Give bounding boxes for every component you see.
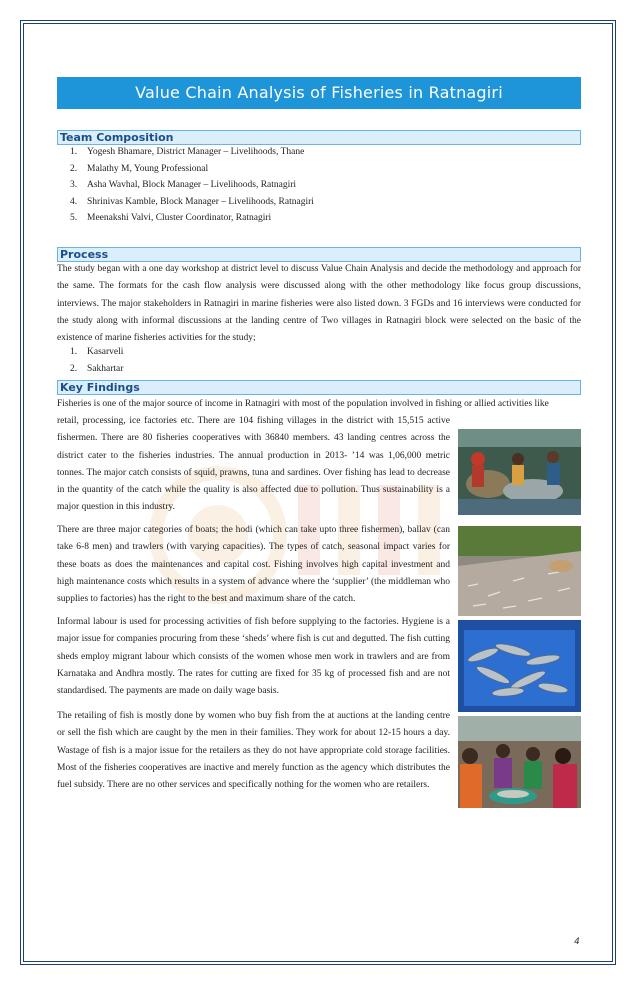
section-heading-findings: Key Findings (57, 380, 581, 395)
findings-paragraph-2: There are three major categories of boats; the hodi (which can take upto three fishermen), ballav (can take 6-8 men) and trawlers (with varying capacities). The types of catch, seasonal impact varies for these boats as does the maintenances and capital cost. Fishing involves high capital investment and high maintenance costs which results in a system of advance where the ‘supplier’ (the middleman who supplies to factories) has the right to the best and maximum share of the catch. (57, 525, 450, 605)
section-heading-team: Team Composition (57, 130, 581, 145)
page-title: Value Chain Analysis of Fisheries in Ratnagiri (57, 77, 581, 109)
team-list (70, 144, 314, 227)
list-item: 2. Sakhartar (70, 363, 124, 374)
list-item: 2. Malathy M, Young Professional (70, 163, 209, 174)
findings-paragraph-1: retail, processing, ice factories etc. There are 104 fishing villages in the district with 15,515 active fishermen. There are 80 fisheries cooperatives with 36840 members. 43 landing centres across the district cater to the fisheries industries. The annual production in 2013- ’14 was 1,06,000 metric tonnes. The major catch consists of squid, prawns, tuna and sardines. Over fishing has lead to decrease in the quantity of the catch while the quality is also affected due to pollution. Thus sustainability is a major question in this industry. (57, 416, 450, 513)
list-item: 3. Asha Wavhal, Block Manager – Livelihoods, Ratnagiri (70, 180, 297, 191)
fish-drying-shore-photo (458, 526, 581, 616)
list-item: 5. Meenakshi Valvi, Cluster Coordinator, Ratnagiri (70, 213, 272, 224)
list-item: 4. Shrinivas Kamble, Block Manager – Livelihoods, Ratnagiri (70, 196, 314, 207)
fishermen-landing-photo (458, 429, 581, 515)
list-item: 1. Yogesh Bhamare, District Manager – Livelihoods, Thane (70, 147, 305, 157)
village-list (70, 344, 123, 377)
section-heading-process: Process (57, 247, 581, 262)
findings-paragraph-4: The retailing of fish is mostly done by women who buy fish from the at auctions at the landing centre or sell the fish which are caught by the men in their families. They work for about 12-15 hours a day. Wastage of fish is a major issue for the retailers as they do not have appropriate cold storage facilities. Most of the fisheries cooperatives are inactive and merely function as the agency which distributes the fuel subsidy. There are no other services and specifically nothing for the women who are retailers. (57, 711, 450, 791)
list-item: 1. Kasarveli (70, 347, 124, 357)
page-number: 4 (574, 937, 580, 947)
process-paragraph: The study began with a one day workshop at district level to discuss Value Chain Analysis and decide the methodology and approach for the same. The formats for the cash flow analysis were discussed along with the other methodology like focus group discussions, interviews. The major stakeholders in Ratnagiri in marine fisheries were also listed down. 3 FGDs and 16 interviews were conducted for the study along with informal discussions at the landing centre of Two villages in Ratnagiri block were selected on the basic of the existence of marine fisheries activities for the study; (57, 264, 581, 344)
findings-paragraph-1-line-1: Fisheries is one of the major source of income in Ratnagiri with most of the population involved in fishing or allied activities like (57, 399, 549, 409)
findings-paragraph-3: Informal labour is used for processing activities of fish before supplying to the factories. Hygiene is a major issue for companies procuring from these ‘sheds’ where fish is cut and degutted. The fish cutting sheds employ migrant labour which consists of the women whose men work in trawlers and are from Karnataka and Andhra mostly. The rates for cutting are fixed for 35 kg of processed fish and are not standardised. The payments are made on daily wage basis. (57, 617, 450, 697)
fish-crate-photo (458, 620, 581, 712)
fish-market-women-photo (458, 716, 581, 808)
